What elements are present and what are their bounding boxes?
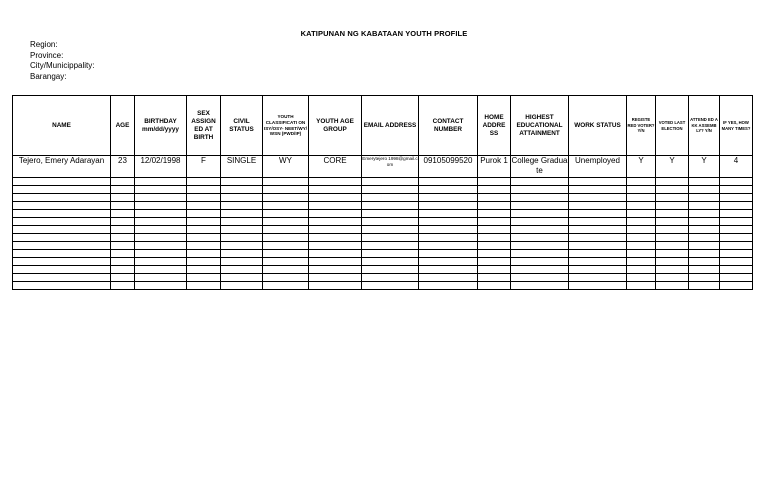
- blank-cell[interactable]: [419, 258, 478, 266]
- blank-cell[interactable]: [13, 218, 111, 226]
- blank-cell[interactable]: [627, 282, 656, 290]
- col-header-voted-last-election: VOTED LAST ELECTION: [656, 96, 689, 156]
- blank-table-row: [13, 186, 753, 194]
- blank-cell[interactable]: [419, 266, 478, 274]
- blank-cell[interactable]: [656, 234, 689, 242]
- blank-cell[interactable]: [478, 218, 511, 226]
- blank-cell[interactable]: [263, 226, 309, 234]
- blank-cell[interactable]: [135, 274, 187, 282]
- blank-table-row: [13, 178, 753, 186]
- blank-cell[interactable]: [627, 210, 656, 218]
- blank-cell[interactable]: [187, 186, 221, 194]
- col-header-civil-status: CIVIL STATUS: [221, 96, 263, 156]
- blank-cell[interactable]: [263, 258, 309, 266]
- blank-cell[interactable]: [720, 266, 753, 274]
- col-header-how-many-times: IF YES, HOW MANY TIMES?: [720, 96, 753, 156]
- blank-cell[interactable]: [720, 218, 753, 226]
- blank-cell[interactable]: [263, 266, 309, 274]
- blank-cell[interactable]: [627, 258, 656, 266]
- blank-cell[interactable]: [13, 258, 111, 266]
- blank-cell[interactable]: [309, 186, 362, 194]
- blank-cell[interactable]: [689, 242, 720, 250]
- blank-cell[interactable]: [362, 250, 419, 258]
- blank-cell[interactable]: [13, 226, 111, 234]
- blank-table-row: [13, 194, 753, 202]
- blank-cell[interactable]: [135, 234, 187, 242]
- blank-cell[interactable]: [13, 194, 111, 202]
- blank-cell[interactable]: [263, 274, 309, 282]
- blank-cell[interactable]: [135, 202, 187, 210]
- blank-cell[interactable]: [419, 234, 478, 242]
- blank-cell[interactable]: [478, 242, 511, 250]
- blank-cell[interactable]: [627, 274, 656, 282]
- blank-cell[interactable]: [111, 266, 135, 274]
- blank-cell[interactable]: [720, 274, 753, 282]
- blank-cell[interactable]: [720, 202, 753, 210]
- blank-cell[interactable]: [309, 242, 362, 250]
- blank-cell[interactable]: [135, 178, 187, 186]
- blank-cell[interactable]: [13, 178, 111, 186]
- cell-voted-last-election[interactable]: Y: [656, 156, 689, 178]
- blank-cell[interactable]: [419, 242, 478, 250]
- blank-cell[interactable]: [13, 202, 111, 210]
- blank-cell[interactable]: [263, 218, 309, 226]
- blank-cell[interactable]: [111, 258, 135, 266]
- blank-cell[interactable]: [111, 186, 135, 194]
- blank-cell[interactable]: [627, 218, 656, 226]
- col-header-sex: SEX ASSIGN ED AT BIRTH: [187, 96, 221, 156]
- blank-cell[interactable]: [569, 250, 627, 258]
- blank-cell[interactable]: [419, 210, 478, 218]
- blank-cell[interactable]: [569, 274, 627, 282]
- col-header-work-status: WORK STATUS: [569, 96, 627, 156]
- col-header-email: EMAIL ADDRESS: [362, 96, 419, 156]
- blank-cell[interactable]: [362, 242, 419, 250]
- blank-cell[interactable]: [627, 194, 656, 202]
- blank-cell[interactable]: [656, 194, 689, 202]
- blank-cell[interactable]: [13, 282, 111, 290]
- blank-cell[interactable]: [569, 202, 627, 210]
- blank-cell[interactable]: [221, 250, 263, 258]
- blank-cell[interactable]: [362, 234, 419, 242]
- blank-cell[interactable]: [263, 242, 309, 250]
- cell-attended-assembly[interactable]: Y: [689, 156, 720, 178]
- blank-cell[interactable]: [511, 274, 569, 282]
- blank-cell[interactable]: [511, 258, 569, 266]
- cell-how-many-times[interactable]: 4: [720, 156, 753, 178]
- blank-cell[interactable]: [627, 242, 656, 250]
- page-title: KATIPUNAN NG KABATAAN YOUTH PROFILE: [300, 29, 468, 38]
- blank-cell[interactable]: [656, 226, 689, 234]
- blank-cell[interactable]: [478, 266, 511, 274]
- blank-cell[interactable]: [13, 210, 111, 218]
- blank-cell[interactable]: [309, 234, 362, 242]
- blank-cell[interactable]: [187, 282, 221, 290]
- blank-cell[interactable]: [135, 210, 187, 218]
- blank-cell[interactable]: [362, 218, 419, 226]
- blank-table-row: [13, 282, 753, 290]
- blank-cell[interactable]: [720, 258, 753, 266]
- blank-cell[interactable]: [362, 202, 419, 210]
- blank-cell[interactable]: [187, 178, 221, 186]
- blank-cell[interactable]: [221, 266, 263, 274]
- blank-cell[interactable]: [689, 250, 720, 258]
- blank-cell[interactable]: [309, 218, 362, 226]
- blank-cell[interactable]: [419, 250, 478, 258]
- blank-cell[interactable]: [689, 186, 720, 194]
- blank-cell[interactable]: [13, 242, 111, 250]
- blank-cell[interactable]: [221, 242, 263, 250]
- blank-cell[interactable]: [362, 178, 419, 186]
- blank-table-row: [13, 210, 753, 218]
- blank-cell[interactable]: [689, 258, 720, 266]
- blank-cell[interactable]: [135, 266, 187, 274]
- blank-cell[interactable]: [419, 178, 478, 186]
- blank-cell[interactable]: [111, 202, 135, 210]
- blank-cell[interactable]: [478, 250, 511, 258]
- blank-cell[interactable]: [362, 266, 419, 274]
- blank-cell[interactable]: [187, 258, 221, 266]
- blank-cell[interactable]: [187, 202, 221, 210]
- blank-cell[interactable]: [221, 234, 263, 242]
- blank-cell[interactable]: [187, 218, 221, 226]
- blank-cell[interactable]: [362, 258, 419, 266]
- blank-cell[interactable]: [627, 234, 656, 242]
- youth-profile-table: [12, 95, 753, 290]
- blank-cell[interactable]: [187, 210, 221, 218]
- blank-cell[interactable]: [419, 202, 478, 210]
- blank-cell[interactable]: [689, 218, 720, 226]
- blank-cell[interactable]: [13, 266, 111, 274]
- blank-cell[interactable]: [362, 194, 419, 202]
- blank-cell[interactable]: [187, 250, 221, 258]
- blank-cell[interactable]: [511, 210, 569, 218]
- col-header-youth-age-group: YOUTH AGE GROUP: [309, 96, 362, 156]
- blank-cell[interactable]: [720, 210, 753, 218]
- col-header-youth-classification: YOUTH CLASSIFICATI ON ISY/OSY- NEET/WY/ WSN (PWD/IP): [263, 96, 309, 156]
- blank-cell[interactable]: [569, 226, 627, 234]
- col-header-attended-assembly: ATTEND ED A KK ASSEMB LY? Y/N: [689, 96, 720, 156]
- blank-cell[interactable]: [111, 234, 135, 242]
- blank-cell[interactable]: [187, 194, 221, 202]
- blank-cell[interactable]: [478, 274, 511, 282]
- blank-cell[interactable]: [511, 266, 569, 274]
- blank-cell[interactable]: [135, 282, 187, 290]
- blank-cell[interactable]: [309, 178, 362, 186]
- blank-cell[interactable]: [569, 234, 627, 242]
- blank-cell[interactable]: [362, 282, 419, 290]
- blank-table-row: [13, 202, 753, 210]
- blank-cell[interactable]: [263, 194, 309, 202]
- blank-table-row: [13, 266, 753, 274]
- blank-cell[interactable]: [221, 194, 263, 202]
- blank-cell[interactable]: [111, 282, 135, 290]
- blank-cell[interactable]: [263, 210, 309, 218]
- blank-cell[interactable]: [419, 226, 478, 234]
- blank-cell[interactable]: [720, 242, 753, 250]
- blank-cell[interactable]: [511, 202, 569, 210]
- blank-cell[interactable]: [111, 178, 135, 186]
- blank-cell[interactable]: [656, 250, 689, 258]
- col-header-education: HIGHEST EDUCATIONAL ATTAINMENT: [511, 96, 569, 156]
- blank-cell[interactable]: [419, 274, 478, 282]
- blank-cell[interactable]: [187, 234, 221, 242]
- blank-cell[interactable]: [135, 194, 187, 202]
- table-row: [13, 156, 753, 178]
- blank-cell[interactable]: [187, 266, 221, 274]
- blank-cell[interactable]: [656, 186, 689, 194]
- blank-cell[interactable]: [656, 274, 689, 282]
- blank-cell[interactable]: [478, 178, 511, 186]
- blank-table-row: [13, 274, 753, 282]
- blank-cell[interactable]: [478, 210, 511, 218]
- province-label: Province:: [30, 50, 64, 60]
- blank-cell[interactable]: [720, 194, 753, 202]
- blank-cell[interactable]: [135, 258, 187, 266]
- cell-work-status[interactable]: Unemployed: [569, 156, 627, 178]
- blank-cell[interactable]: [419, 282, 478, 290]
- blank-cell[interactable]: [689, 274, 720, 282]
- blank-table-row: [13, 218, 753, 226]
- cell-email[interactable]: Emerytejero 1998@gmail.com: [362, 156, 419, 178]
- blank-cell[interactable]: [309, 226, 362, 234]
- blank-cell[interactable]: [627, 202, 656, 210]
- blank-cell[interactable]: [221, 210, 263, 218]
- table-body: [13, 156, 753, 290]
- blank-cell[interactable]: [187, 242, 221, 250]
- blank-cell[interactable]: [689, 194, 720, 202]
- blank-cell[interactable]: [511, 218, 569, 226]
- blank-cell[interactable]: [569, 266, 627, 274]
- cell-age[interactable]: 23: [111, 156, 135, 178]
- blank-cell[interactable]: [656, 258, 689, 266]
- location-fields: [30, 40, 94, 82]
- blank-cell[interactable]: [511, 242, 569, 250]
- blank-cell[interactable]: [511, 282, 569, 290]
- blank-cell[interactable]: [569, 282, 627, 290]
- blank-cell[interactable]: [627, 226, 656, 234]
- region-label: Region:: [30, 40, 58, 49]
- blank-cell[interactable]: [111, 242, 135, 250]
- blank-cell[interactable]: [478, 226, 511, 234]
- cell-registered-voter[interactable]: Y: [627, 156, 656, 178]
- blank-cell[interactable]: [656, 202, 689, 210]
- blank-cell[interactable]: [478, 194, 511, 202]
- blank-cell[interactable]: [627, 250, 656, 258]
- city-label: City/Municippality:: [30, 61, 95, 70]
- blank-cell[interactable]: [362, 186, 419, 194]
- blank-table-row: [13, 258, 753, 266]
- blank-cell[interactable]: [720, 234, 753, 242]
- blank-cell[interactable]: [111, 274, 135, 282]
- blank-cell[interactable]: [511, 234, 569, 242]
- blank-cell[interactable]: [656, 282, 689, 290]
- blank-cell[interactable]: [13, 250, 111, 258]
- col-header-age: AGE: [111, 96, 135, 156]
- col-header-name: NAME: [13, 96, 111, 156]
- blank-cell[interactable]: [111, 226, 135, 234]
- blank-cell[interactable]: [263, 234, 309, 242]
- blank-cell[interactable]: [656, 218, 689, 226]
- blank-cell[interactable]: [135, 242, 187, 250]
- cell-contact-number[interactable]: 09105099520: [419, 156, 478, 178]
- barangay-label: Barangay:: [30, 71, 67, 81]
- cell-civil-status[interactable]: SINGLE: [221, 156, 263, 178]
- blank-cell[interactable]: [689, 266, 720, 274]
- blank-cell[interactable]: [362, 210, 419, 218]
- blank-cell[interactable]: [309, 282, 362, 290]
- blank-cell[interactable]: [419, 218, 478, 226]
- blank-cell[interactable]: [135, 218, 187, 226]
- blank-cell[interactable]: [511, 194, 569, 202]
- blank-cell[interactable]: [221, 178, 263, 186]
- blank-cell[interactable]: [419, 194, 478, 202]
- blank-cell[interactable]: [221, 186, 263, 194]
- blank-cell[interactable]: [478, 234, 511, 242]
- blank-cell[interactable]: [720, 250, 753, 258]
- cell-name[interactable]: Tejero, Emery Adarayan: [13, 156, 111, 178]
- blank-cell[interactable]: [309, 210, 362, 218]
- blank-cell[interactable]: [419, 186, 478, 194]
- blank-cell[interactable]: [13, 234, 111, 242]
- blank-cell[interactable]: [221, 258, 263, 266]
- col-header-birthday: BIRTHDAY mm/dd/yyyy: [135, 96, 187, 156]
- blank-cell[interactable]: [221, 274, 263, 282]
- blank-cell[interactable]: [569, 258, 627, 266]
- blank-cell[interactable]: [478, 186, 511, 194]
- blank-cell[interactable]: [569, 242, 627, 250]
- blank-cell[interactable]: [569, 186, 627, 194]
- blank-cell[interactable]: [627, 186, 656, 194]
- cell-sex[interactable]: F: [187, 156, 221, 178]
- cell-youth-age-group[interactable]: CORE: [309, 156, 362, 178]
- blank-cell[interactable]: [309, 194, 362, 202]
- blank-table-row: [13, 226, 753, 234]
- blank-cell[interactable]: [362, 274, 419, 282]
- blank-cell[interactable]: [478, 282, 511, 290]
- blank-cell[interactable]: [13, 274, 111, 282]
- blank-cell[interactable]: [720, 178, 753, 186]
- blank-cell[interactable]: [263, 202, 309, 210]
- blank-cell[interactable]: [111, 218, 135, 226]
- cell-home-address[interactable]: Purok 1: [478, 156, 511, 178]
- blank-cell[interactable]: [656, 210, 689, 218]
- blank-cell[interactable]: [309, 258, 362, 266]
- blank-cell[interactable]: [569, 218, 627, 226]
- blank-cell[interactable]: [511, 226, 569, 234]
- blank-cell[interactable]: [111, 194, 135, 202]
- blank-cell[interactable]: [656, 178, 689, 186]
- col-header-contact-number: CONTACT NUMBER: [419, 96, 478, 156]
- blank-cell[interactable]: [221, 282, 263, 290]
- blank-cell[interactable]: [656, 266, 689, 274]
- blank-cell[interactable]: [362, 226, 419, 234]
- blank-cell[interactable]: [478, 202, 511, 210]
- blank-cell[interactable]: [221, 202, 263, 210]
- blank-cell[interactable]: [13, 186, 111, 194]
- blank-cell[interactable]: [187, 274, 221, 282]
- header-row: [13, 96, 753, 156]
- blank-cell[interactable]: [720, 226, 753, 234]
- blank-cell[interactable]: [221, 226, 263, 234]
- blank-cell[interactable]: [263, 282, 309, 290]
- blank-cell[interactable]: [309, 250, 362, 258]
- blank-cell[interactable]: [511, 250, 569, 258]
- blank-cell[interactable]: [689, 178, 720, 186]
- blank-cell[interactable]: [263, 178, 309, 186]
- blank-cell[interactable]: [689, 202, 720, 210]
- blank-cell[interactable]: [111, 250, 135, 258]
- blank-cell[interactable]: [689, 210, 720, 218]
- blank-cell[interactable]: [135, 250, 187, 258]
- col-header-registered-voter: REGISTE RED VOTER? Y/N: [627, 96, 656, 156]
- blank-cell[interactable]: [263, 250, 309, 258]
- blank-cell[interactable]: [187, 226, 221, 234]
- blank-cell[interactable]: [689, 234, 720, 242]
- blank-cell[interactable]: [221, 218, 263, 226]
- blank-cell[interactable]: [689, 226, 720, 234]
- cell-youth-classification[interactable]: WY: [263, 156, 309, 178]
- col-header-home-address: HOME ADDRE SS: [478, 96, 511, 156]
- blank-cell[interactable]: [263, 186, 309, 194]
- blank-cell[interactable]: [135, 186, 187, 194]
- blank-cell[interactable]: [511, 178, 569, 186]
- blank-cell[interactable]: [111, 210, 135, 218]
- blank-cell[interactable]: [309, 266, 362, 274]
- blank-cell[interactable]: [569, 178, 627, 186]
- blank-cell[interactable]: [569, 194, 627, 202]
- blank-table-row: [13, 242, 753, 250]
- blank-table-row: [13, 234, 753, 242]
- blank-cell[interactable]: [309, 274, 362, 282]
- blank-cell[interactable]: [478, 258, 511, 266]
- blank-table-row: [13, 250, 753, 258]
- blank-cell[interactable]: [720, 282, 753, 290]
- blank-cell[interactable]: [569, 210, 627, 218]
- blank-cell[interactable]: [135, 226, 187, 234]
- blank-cell[interactable]: [309, 202, 362, 210]
- blank-cell[interactable]: [720, 186, 753, 194]
- blank-cell[interactable]: [656, 242, 689, 250]
- cell-education[interactable]: College Graduate: [511, 156, 569, 178]
- blank-cell[interactable]: [627, 266, 656, 274]
- blank-cell[interactable]: [511, 186, 569, 194]
- blank-cell[interactable]: [689, 282, 720, 290]
- blank-cell[interactable]: [627, 178, 656, 186]
- cell-birthday[interactable]: 12/02/1998: [135, 156, 187, 178]
